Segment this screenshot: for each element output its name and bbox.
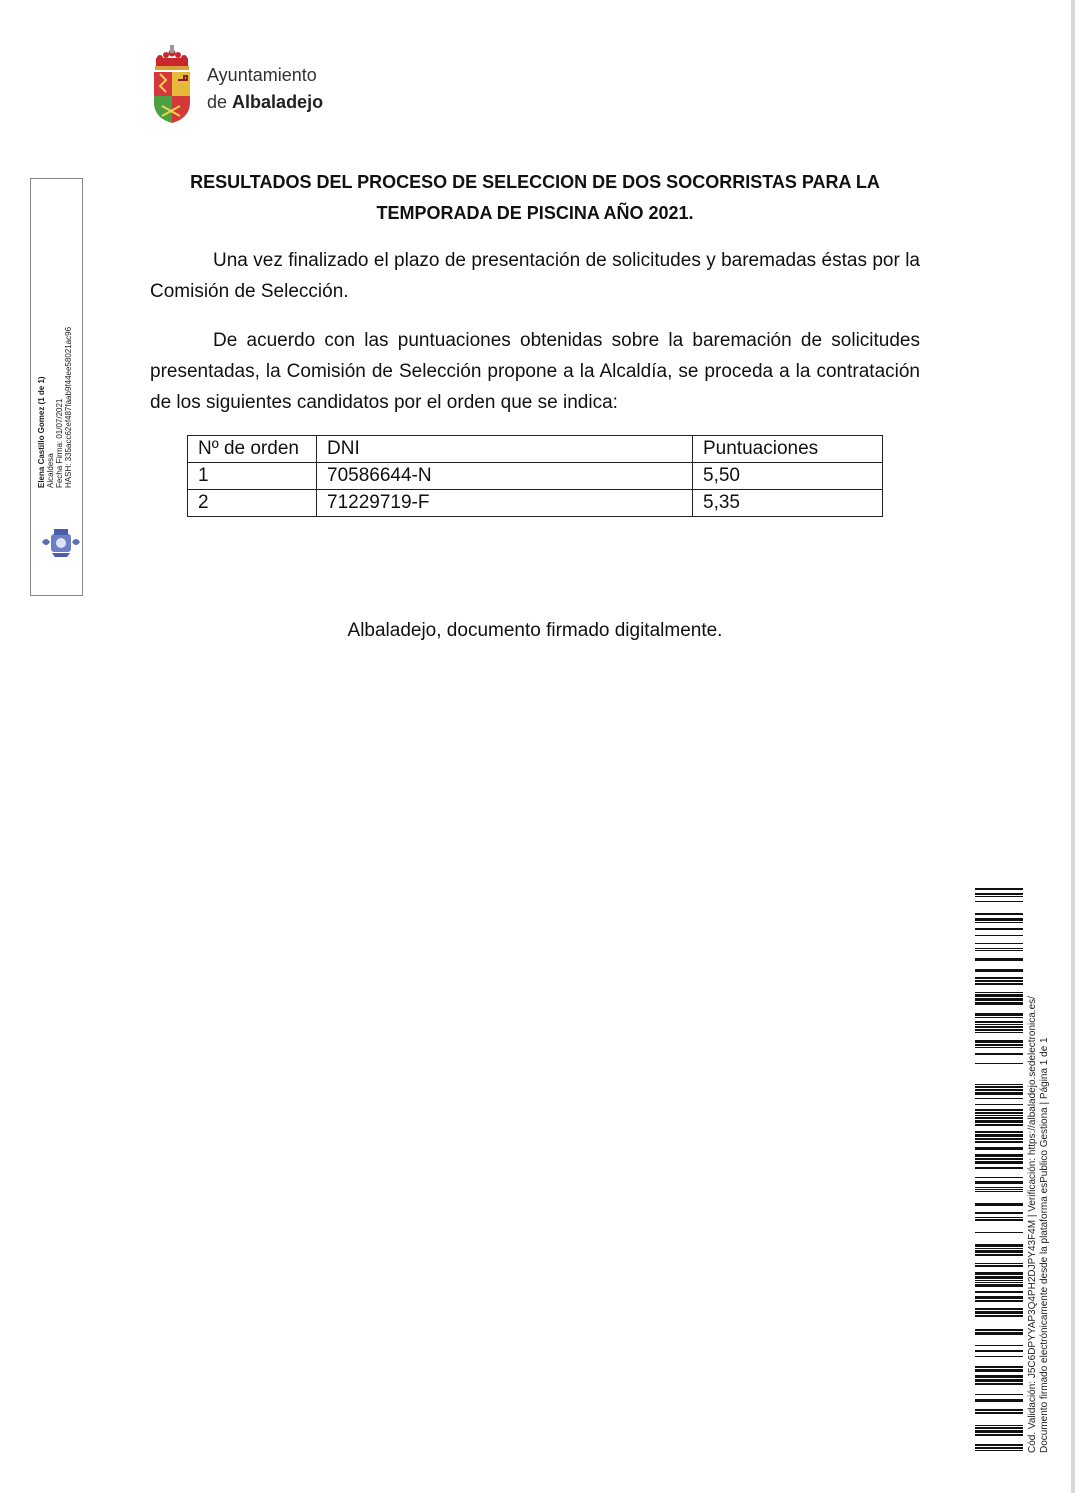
- barcode-bar: [975, 1350, 1023, 1352]
- barcode-bar: [975, 1040, 1023, 1043]
- barcode-bar: [975, 1158, 1023, 1160]
- barcode-bar: [975, 1089, 1023, 1091]
- organization-name: [207, 62, 323, 116]
- barcode-bar: [975, 1112, 1023, 1114]
- barcode-bar: [975, 1131, 1023, 1133]
- barcode-bar: [975, 1291, 1023, 1293]
- coat-of-arms-icon: [150, 44, 194, 124]
- barcode-bar: [975, 1063, 1023, 1064]
- document-title: [150, 167, 920, 229]
- org-line2: [207, 89, 323, 116]
- barcode-bar: [975, 1098, 1023, 1099]
- signer-name: Elena Castillo Gomez (1 de 1): [37, 376, 46, 488]
- barcode-bar: [975, 1120, 1023, 1123]
- results-table: [187, 435, 883, 517]
- barcode-bar: [975, 1092, 1023, 1095]
- page-edge: [1071, 0, 1075, 1493]
- cell-dni: 71229719-F: [317, 490, 693, 517]
- barcode-bar: [975, 1047, 1023, 1048]
- title-line1: RESULTADOS DEL PROCESO DE SELECCION DE DOS SOCORRISTAS PARA LA: [190, 172, 880, 192]
- barcode-bar: [975, 983, 1023, 985]
- barcode-bar: [975, 1138, 1023, 1140]
- validation-line1: Cód. Validación: J5C6DPYYAP3Q4PH2DJPY43F4M | Verificación: https://albaladejo.sedelectronica.es/: [1027, 996, 1038, 1453]
- barcode-bar: [975, 980, 1023, 982]
- barcode-bar: [975, 888, 1023, 890]
- barcode-bar: [975, 1248, 1023, 1249]
- barcode-bar: [975, 1447, 1023, 1449]
- barcode-bar: [975, 1366, 1023, 1368]
- barcode-bar: [975, 1053, 1023, 1055]
- barcode-bar: [975, 1430, 1023, 1433]
- org-name: Albaladejo: [232, 92, 324, 112]
- barcode-bar: [975, 1272, 1023, 1275]
- barcode-bar: [975, 1013, 1023, 1016]
- barcode-icon: [975, 888, 1023, 1453]
- barcode-bar: [975, 948, 1023, 949]
- org-prefix: de: [207, 92, 228, 112]
- barcode-bar: [975, 1044, 1023, 1046]
- barcode-bar: [975, 1444, 1023, 1446]
- barcode-bar: [975, 1254, 1023, 1256]
- header-dni: DNI: [317, 436, 693, 463]
- barcode-bar: [975, 992, 1023, 993]
- barcode-bar: [975, 1219, 1023, 1221]
- barcode-bar: [975, 1029, 1023, 1031]
- barcode-bar: [975, 977, 1023, 979]
- table-header-row: [188, 436, 883, 463]
- closing-statement: Albaladejo, documento firmado digitalmente.: [347, 620, 723, 641]
- barcode-bar: [975, 922, 1023, 923]
- barcode-bar: [975, 1167, 1023, 1169]
- barcode-bar: [975, 1282, 1023, 1283]
- barcode-bar: [975, 1189, 1023, 1190]
- barcode-bar: [975, 1332, 1023, 1335]
- municipality-logo: [150, 44, 350, 124]
- table-row: [188, 463, 883, 490]
- cell-score: 5,35: [693, 490, 883, 517]
- seal-icon: [38, 526, 84, 558]
- barcode-bar: [975, 1250, 1023, 1253]
- validation-text: [1027, 996, 1051, 1453]
- signature-date: Fecha Firma: 01/07/2021: [55, 398, 64, 488]
- header-order: Nº de orden: [188, 436, 317, 463]
- barcode-bar: [975, 1412, 1023, 1414]
- barcode-bar: [975, 998, 1023, 1001]
- barcode-bar: [975, 1161, 1023, 1164]
- barcode-bar: [975, 1141, 1023, 1143]
- cell-order: 2: [188, 490, 317, 517]
- barcode-bar: [975, 893, 1023, 895]
- barcode-bar: [975, 1181, 1023, 1184]
- barcode-bar: [975, 901, 1023, 902]
- barcode-bar: [975, 1032, 1023, 1033]
- barcode-bar: [975, 1315, 1023, 1317]
- paragraph-intro: Una vez finalizado el plazo de presentación de solicitudes y baremadas éstas por la Comisión de Selección.: [150, 250, 920, 302]
- cell-dni: 70586644-N: [317, 463, 693, 490]
- barcode-bar: [975, 1021, 1023, 1023]
- barcode-bar: [975, 1434, 1023, 1436]
- barcode-bar: [975, 1345, 1023, 1346]
- validation-line2: Documento firmado electrónicamente desde la plataforma esPublico Gestiona | Página 1 de 1: [1039, 1037, 1050, 1453]
- barcode-bar: [975, 1311, 1023, 1314]
- barcode-bar: [975, 1409, 1023, 1411]
- barcode-bar: [975, 1263, 1023, 1264]
- barcode-bar: [975, 1109, 1023, 1111]
- barcode-bar: [975, 1280, 1023, 1281]
- barcode-bar: [975, 1265, 1023, 1267]
- barcode-bar: [975, 1187, 1023, 1188]
- signer-role: Alcaldesa: [46, 453, 55, 488]
- cell-score: 5,50: [693, 463, 883, 490]
- barcode-bar: [975, 1244, 1023, 1247]
- barcode-bar: [975, 913, 1023, 915]
- barcode-bar: [975, 1191, 1023, 1192]
- paragraph-proposal: De acuerdo con las puntuaciones obtenidas sobre la baremación de solicitudes presentadas, la Comisión de Selección propone a la Alcaldía, se proceda a la contratación de los siguientes candidatos por el orden que se indica:: [150, 330, 920, 413]
- barcode-bar: [975, 1383, 1023, 1385]
- barcode-bar: [975, 1296, 1023, 1299]
- table-row: [188, 490, 883, 517]
- barcode-bar: [975, 969, 1023, 972]
- barcode-bar: [975, 1329, 1023, 1331]
- barcode-bar: [975, 1394, 1023, 1395]
- barcode-bar: [975, 1369, 1023, 1372]
- barcode-bar: [975, 994, 1023, 997]
- barcode-bar: [975, 1356, 1023, 1357]
- barcode-bar: [975, 1300, 1023, 1302]
- barcode-bar: [975, 1017, 1023, 1018]
- barcode-bar: [975, 1379, 1023, 1382]
- barcode-bar: [975, 1375, 1023, 1378]
- barcode-bar: [975, 1117, 1023, 1119]
- barcode-bar: [975, 1232, 1023, 1233]
- barcode-bar: [975, 1084, 1023, 1085]
- barcode-bar: [975, 1217, 1023, 1218]
- barcode-bar: [975, 1212, 1023, 1214]
- cell-order: 1: [188, 463, 317, 490]
- barcode-bar: [975, 935, 1023, 936]
- barcode-bar: [975, 1177, 1023, 1178]
- barcode-bar: [975, 950, 1023, 951]
- barcode-bar: [975, 928, 1023, 930]
- barcode-bar: [975, 1086, 1023, 1088]
- barcode-bar: [975, 896, 1023, 897]
- header-score: Puntuaciones: [693, 436, 883, 463]
- barcode-bar: [975, 1427, 1023, 1429]
- barcode-bar: [975, 943, 1023, 944]
- barcode-bar: [975, 1154, 1023, 1157]
- signature-text: [37, 327, 73, 488]
- barcode-bar: [975, 1115, 1023, 1116]
- barcode-bar: [975, 1134, 1023, 1137]
- barcode-bar: [975, 1104, 1023, 1105]
- barcode-bar: [975, 1399, 1023, 1402]
- barcode-bar: [975, 1284, 1023, 1287]
- barcode-bar: [975, 1450, 1023, 1451]
- title-line2: TEMPORADA DE PISCINA AÑO 2021.: [376, 203, 694, 223]
- barcode-bar: [975, 1425, 1023, 1426]
- barcode-bar: [975, 1024, 1023, 1025]
- org-line1: Ayuntamiento: [207, 65, 317, 85]
- barcode-bar: [975, 1002, 1023, 1005]
- barcode-bar: [975, 1124, 1023, 1126]
- barcode-bar: [975, 1308, 1023, 1310]
- barcode-bar: [975, 958, 1023, 961]
- barcode-bar: [975, 1026, 1023, 1028]
- barcode-bar: [975, 1203, 1023, 1206]
- signature-hash: HASH: 335acc62ef487faab9f44ee58021ac96: [64, 326, 73, 488]
- barcode-bar: [975, 1276, 1023, 1279]
- barcode-bar: [975, 918, 1023, 921]
- barcode-bar: [975, 1147, 1023, 1150]
